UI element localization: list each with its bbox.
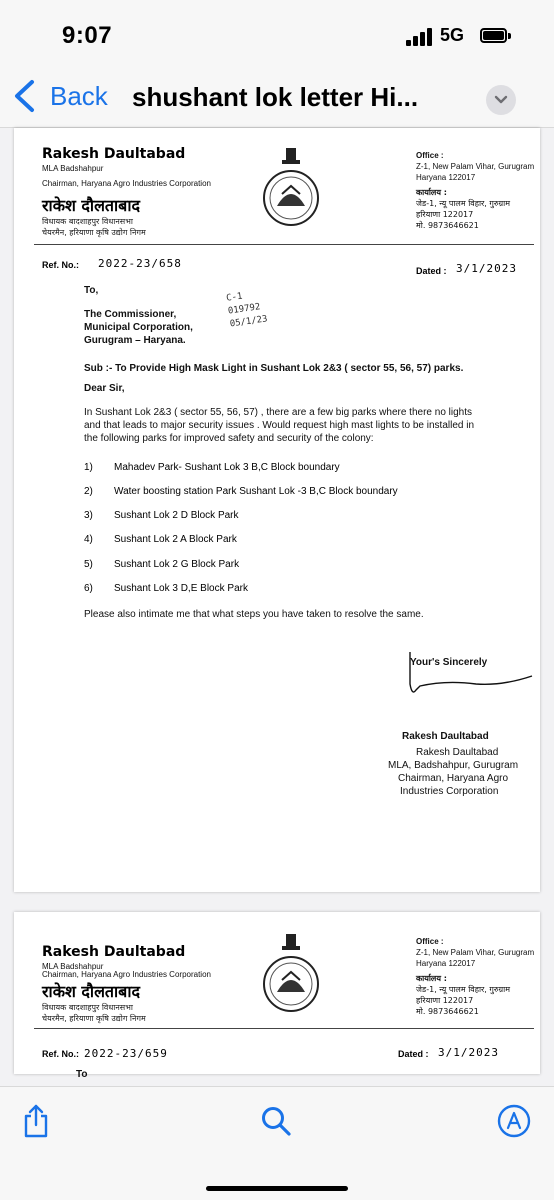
battery-cap [508, 33, 511, 39]
park-num-5: 5) [84, 559, 93, 570]
park-text-1: Mahadev Park- Sushant Lok 3 B,C Block boundary [114, 462, 340, 473]
signature-line-1: MLA, Badshahpur, Gurugram [388, 760, 519, 771]
haryana-emblem [262, 146, 320, 236]
ref-number-p2: 2022-23/659 [84, 1047, 168, 1060]
status-bar [0, 0, 554, 66]
recipient-line-1: The Commissioner, [84, 309, 177, 320]
to-label: To, [84, 285, 99, 296]
park-text-5: Sushant Lok 2 G Block Park [114, 559, 240, 570]
subject-line: Sub :- To Provide High Mask Light in Sushant Lok 2&3 ( sector 55, 56, 57) parks. [84, 363, 464, 374]
office-phone: मो. 9873646621 [416, 221, 479, 230]
sender-title-hindi-1-p2: विधायक बादशाहपुर विधानसभा [42, 1003, 133, 1012]
dated-value-p2: 3/1/2023 [438, 1046, 499, 1059]
dated-label-p2: Dated : [398, 1049, 429, 1059]
document-title: shushant lok letter Hi... [132, 82, 419, 112]
park-num-4: 4) [84, 534, 93, 545]
office-hindi-2: हरियाणा 122017 [416, 210, 474, 219]
haryana-emblem-p2 [262, 932, 320, 1022]
dated-value: 3/1/2023 [456, 262, 517, 275]
park-num-6: 6) [84, 583, 93, 594]
park-num-2: 2) [84, 486, 93, 497]
recipient-line-2: Municipal Corporation, [84, 322, 193, 333]
office-hindi-1-p2: जेड-1, न्यू पालम विहार, गुरुग्राम [416, 985, 511, 994]
sender-name-hindi: राकेश दौलताबाद [42, 196, 140, 215]
office-hindi-1: जेड-1, न्यू पालम विहार, गुरुग्राम [416, 199, 511, 208]
sender-name-hindi-p2: राकेश दौलताबाद [42, 982, 140, 1001]
ref-number: 2022-23/658 [98, 257, 182, 270]
office-line-2-p2: Haryana 122017 [416, 959, 476, 968]
sender-title-1-p2: MLA Badshahpur [42, 962, 104, 971]
office-label-hindi: कार्यालय : [416, 188, 447, 197]
bottom-toolbar [0, 1086, 554, 1200]
markup-button[interactable] [494, 1101, 534, 1141]
park-text-3: Sushant Lok 2 D Block Park [114, 510, 239, 521]
signature-line-3: Industries Corporation [400, 786, 499, 797]
body-line-3: the following parks for improved safety and security of the colony: [84, 433, 374, 444]
signature-line-2: Chairman, Haryana Agro [398, 773, 509, 784]
body-line-2: and that leads to major security issues . Would request high mast lights to be installed in [84, 420, 475, 431]
dated-label: Dated : [416, 266, 447, 276]
sign-off: Your's Sincerely [410, 657, 488, 668]
letterhead-divider-p2 [34, 1028, 534, 1029]
markup-pen-icon [497, 1104, 531, 1138]
park-text-6: Sushant Lok 3 D,E Block Park [114, 583, 248, 594]
stamp-line-2: 019792 [227, 302, 262, 317]
chevron-left-icon [10, 79, 40, 113]
office-hindi-2-p2: हरियाणा 122017 [416, 996, 474, 1005]
sender-name: Rakesh Daultabad [42, 146, 186, 162]
office-line-2: Haryana 122017 [416, 173, 476, 182]
battery-icon [480, 28, 507, 43]
ref-label-p2: Ref. No.: [42, 1049, 79, 1059]
signature-scribble [406, 650, 536, 710]
body-line-1: In Sushant Lok 2&3 ( sector 55, 56, 57) , there are a few big parks where there no lights [84, 407, 472, 418]
letterhead-divider [34, 244, 534, 245]
back-label: Back [50, 80, 108, 111]
recipient-line-3: Gurugram – Haryana. [84, 335, 186, 346]
title-menu-button[interactable] [486, 85, 516, 115]
stamp-line-3: 05/1/23 [229, 314, 269, 330]
stamp-line-1: C-1 [225, 291, 244, 304]
office-line-1: Z-1, New Palam Vihar, Gurugram [416, 162, 535, 171]
document-page-1[interactable] [14, 128, 540, 892]
chevron-down-icon [494, 95, 508, 105]
salutation: Dear Sir, [84, 383, 125, 394]
signal-icon [406, 28, 434, 46]
office-line-1-p2: Z-1, New Palam Vihar, Gurugram [416, 948, 535, 957]
park-text-4: Sushant Lok 2 A Block Park [114, 534, 237, 545]
office-label: Office : [416, 151, 444, 160]
sender-title-2: Chairman, Haryana Agro Industries Corporation [42, 179, 211, 188]
network-label: 5G [440, 25, 465, 45]
status-time: 9:07 [62, 22, 113, 49]
share-icon [22, 1104, 50, 1138]
office-address-p2 [416, 936, 534, 1017]
park-num-3: 3) [84, 510, 93, 521]
ref-label: Ref. No.: [42, 260, 79, 270]
search-button[interactable] [256, 1101, 296, 1141]
sender-title-1: MLA Badshahpur [42, 164, 104, 173]
signature-name: Rakesh Daultabad [416, 747, 499, 758]
sender-title-2-p2: Chairman, Haryana Agro Industries Corporation [42, 970, 211, 979]
closing-request: Please also intimate me that what steps you have taken to resolve the same. [84, 609, 424, 620]
office-label-hindi-p2: कार्यालय : [416, 974, 447, 983]
received-stamp [225, 288, 268, 332]
back-button[interactable] [10, 78, 108, 114]
sender-title-hindi-2-p2: चेयरमैन, हरियाणा कृषि उद्योग निगम [42, 1014, 146, 1023]
sender-title-hindi-1: विधायक बादशाहपुर विधानसभा [42, 217, 133, 226]
sender-title-hindi-2: चेयरमैन, हरियाणा कृषि उद्योग निगम [42, 228, 146, 237]
nav-bar [0, 66, 554, 128]
share-button[interactable] [16, 1101, 56, 1141]
signature-name-bold: Rakesh Daultabad [402, 731, 489, 742]
search-icon [260, 1105, 292, 1137]
park-text-2: Water boosting station Park Sushant Lok -3 B,C Block boundary [114, 486, 398, 497]
sender-name-p2: Rakesh Daultabad [42, 944, 186, 960]
office-phone-p2: मो. 9873646621 [416, 1007, 479, 1016]
home-indicator[interactable] [206, 1186, 348, 1191]
office-address [416, 150, 534, 231]
document-page-2[interactable] [14, 912, 540, 1080]
office-label-p2: Office : [416, 937, 444, 946]
park-num-1: 1) [84, 462, 93, 473]
to-label-p2: To [76, 1069, 88, 1080]
